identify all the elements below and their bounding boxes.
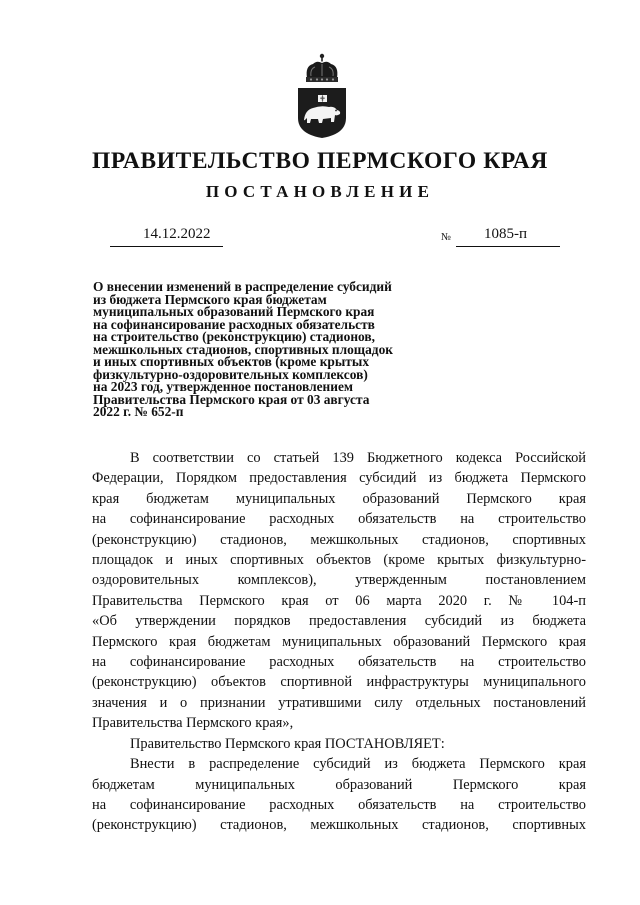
date-field — [110, 226, 223, 247]
subject-line: 2022 г. № 652-п — [93, 404, 184, 420]
subject-line: физкультурно-оздоровительных комплексов) — [93, 366, 368, 382]
body-line: (реконструкцию) объектов спортивной инфраструктуры муниципального — [92, 674, 586, 691]
subject-line: на строительство (реконструкцию) стадионов, — [93, 329, 375, 345]
body-line: на софинансирование расходных обязательств на строительство — [92, 796, 586, 813]
document-type-title: ПОСТАНОВЛЕНИЕ — [205, 182, 435, 201]
resolution-line: Правительство Пермского края ПОСТАНОВЛЯЕТ: — [130, 735, 445, 752]
body-line: края бюджетам муниципальных образований Пермского края — [92, 490, 586, 507]
body-line: значения и о признании утратившими силу отдельных постановлений — [92, 694, 586, 711]
body-line: бюджетам муниципальных образований Пермского края — [92, 776, 586, 793]
subject-line: на 2023 год, утвержденное постановлением — [93, 379, 354, 395]
document-subject — [93, 281, 453, 419]
body-line: Федерации, Порядком предоставления субсидий из бюджета Пермского — [92, 470, 586, 487]
subject-line: и иных спортивных объектов (кроме крытых — [93, 354, 370, 370]
subject-line: на софинансирование расходных обязательств — [93, 316, 375, 332]
body-line: (реконструкцию) стадионов, межшкольных стадионов, спортивных — [92, 817, 586, 834]
subject-line: муниципальных образований Пермского края — [93, 304, 375, 320]
body-line: Правительства Пермского края», — [92, 715, 294, 732]
subject-line: Правительства Пермского края от 03 августа — [93, 391, 370, 407]
coat-of-arms-emblem — [293, 50, 351, 140]
body-line: В соответствии со статьей 139 Бюджетного кодекса Российской — [130, 450, 586, 466]
document-number: 1085-п — [484, 226, 528, 242]
body-line: на софинансирование расходных обязательств на строительство — [92, 511, 586, 528]
crown-icon — [306, 54, 338, 82]
body-line: Внести в распределение субсидий из бюджета Пермского края — [130, 756, 586, 773]
body-line: оздоровительных комплексов), утвержденным постановлением — [92, 572, 586, 589]
body-line: на софинансирование расходных обязательств на строительство — [92, 654, 586, 671]
government-title: ПРАВИТЕЛЬСТВО ПЕРМСКОГО КРАЯ — [92, 148, 548, 174]
subject-line: межшкольных стадионов, спортивных площадок — [93, 341, 393, 357]
body-line: площадок и иных спортивных объектов (кроме крытых физкультурно- — [92, 552, 586, 569]
document-date: 14.12.2022 — [143, 226, 211, 242]
number-sign: № — [441, 232, 452, 243]
shield-icon — [298, 88, 346, 138]
body-line: «Об утверждении порядков предоставления субсидий из бюджета — [92, 613, 586, 630]
subject-line: из бюджета Пермского края бюджетам — [93, 291, 327, 307]
body-line: (реконструкцию) стадионов, межшкольных стадионов, спортивных — [92, 531, 586, 548]
body-line: Пермского края бюджетам муниципальных образований Пермского края — [92, 633, 586, 650]
body-line: Правительства Пермского края от 06 марта 2020 г. № 104-п — [92, 592, 586, 609]
number-field — [456, 226, 560, 247]
subject-line: О внесении изменений в распределение субсидий — [93, 279, 392, 294]
document-body — [92, 448, 586, 836]
